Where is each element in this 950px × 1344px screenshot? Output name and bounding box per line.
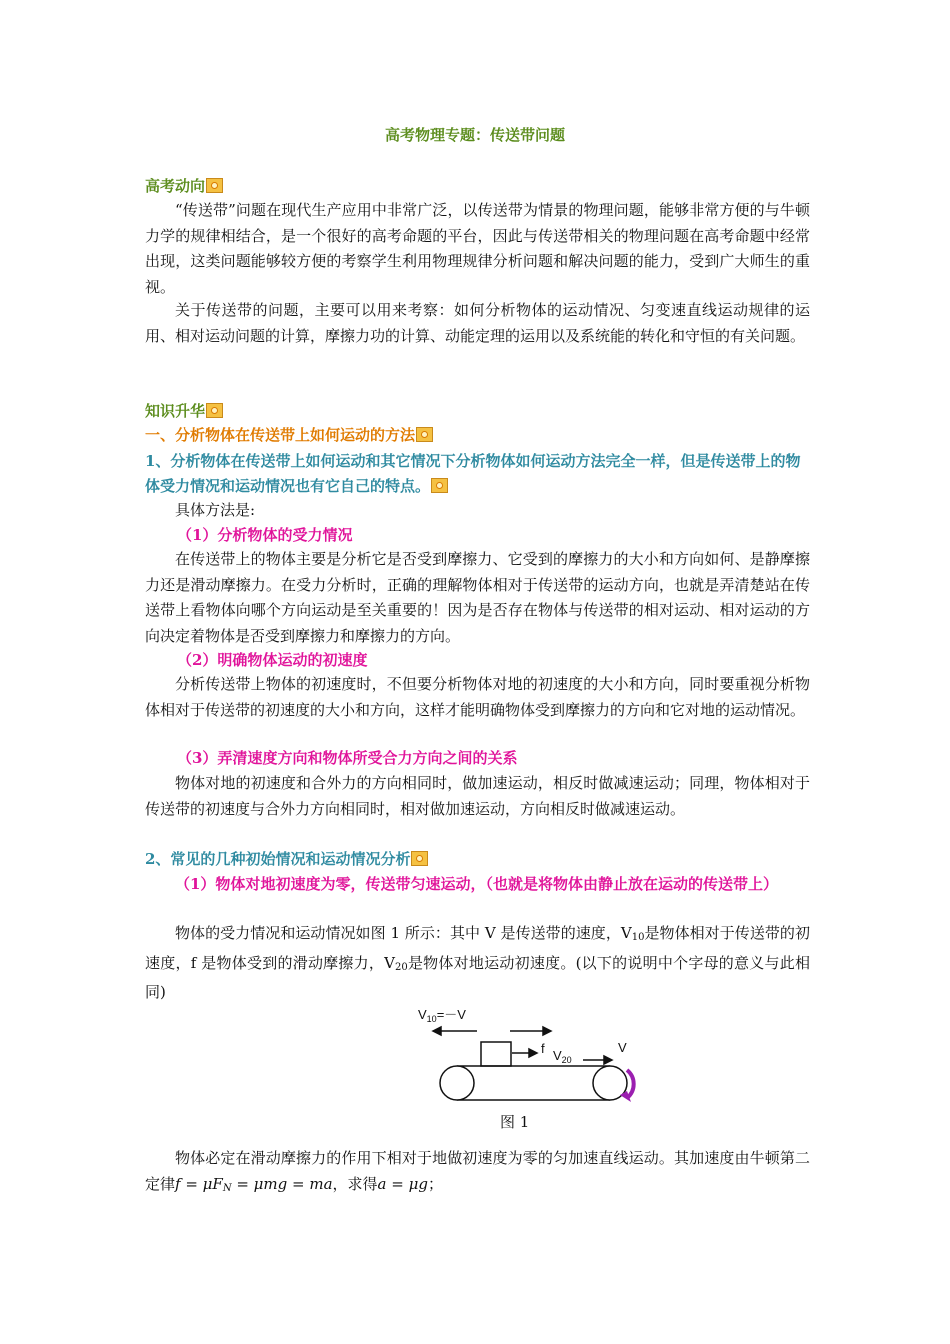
point-heading-2-label: 2、常见的几种初始情况和运动情况分析 bbox=[145, 850, 411, 868]
trends-paragraph-2: 关于传送带的问题，主要可以用来考察：如何分析物体的运动情况、匀变速直线运动规律的运用、相对运动问题的计算，摩擦力功的计算、动能定理的运用以及系统能的转化和守恒的有关问题。 bbox=[145, 301, 810, 345]
section-heading-knowledge bbox=[145, 400, 810, 422]
object-block bbox=[481, 1042, 511, 1066]
case-1-text-a: 物体的受力情况和运动情况如图 1 所示：其中 V 是传送带的速度，V bbox=[175, 924, 632, 942]
left-pulley bbox=[440, 1066, 474, 1100]
figure-caption: 图 1 bbox=[500, 1113, 530, 1131]
arrow-v bbox=[583, 1056, 612, 1064]
section-heading-knowledge-label: 知识升华 bbox=[145, 402, 206, 420]
case-1-text bbox=[145, 921, 810, 1006]
subsection-heading-method bbox=[145, 424, 810, 446]
point-heading-1-label: 1、分析物体在传送带上如何运动和其它情况下分析物体如何运动方法完全一样，但是传送带上的物体受力情况和运动情况也有它自己的特点。 bbox=[145, 452, 801, 495]
section-heading-trends-label: 高考动向 bbox=[145, 177, 206, 195]
point-heading-1 bbox=[145, 449, 810, 499]
method-2-title: （2）明确物体运动的初速度 bbox=[177, 651, 368, 669]
section-heading-trends bbox=[145, 175, 810, 197]
subscript-10: 10 bbox=[631, 932, 645, 943]
method-2-text: 分析传送带上物体的初速度时，不但要分析物体对地的初速度的大小和方向，同时要重视分析物体相对于传送带的初速度的大小和方向，这样才能明确物体受到摩擦力的方向和它对地的运动情况。 bbox=[145, 675, 810, 719]
expand-icon[interactable] bbox=[431, 478, 448, 493]
method-3-text: 物体对地的初速度和合外力的方向相同时，做加速运动，相反时做减速运动；同理，物体相对于传送带的初速度与合外力方向相同时，相对做加速运动，方向相反时做减速运动。 bbox=[145, 774, 810, 818]
case-1-text-c: 是物体对地运动初速度。(以下的说明中个字母的意义与此相同) bbox=[145, 953, 810, 1001]
label-v20: $V_{20}$ bbox=[553, 1048, 572, 1065]
expand-icon[interactable] bbox=[206, 403, 223, 418]
subsection-heading-method-label: 一、分析物体在传送带上如何运动的方法 bbox=[145, 426, 416, 444]
method-intro: 具体方法是: bbox=[175, 501, 256, 519]
arrow-v10 bbox=[433, 1027, 477, 1035]
expand-icon[interactable] bbox=[206, 178, 223, 193]
conveyor-belt-figure bbox=[405, 1000, 650, 1135]
point-heading-2 bbox=[145, 847, 810, 872]
document-title: 高考物理专题：传送带问题 bbox=[384, 126, 565, 144]
method-1-text: 在传送带上的物体主要是分析它是否受到摩擦力、它受到的摩擦力的大小和方向如何、是静摩擦力还是滑动摩擦力。在受力分析时，正确的理解物体相对于传送带的运动方向，也就是弄清楚站在传送带上看物体向哪个方向运动是至关重要的！因为是否存在物体与传送带的相对运动、相对运动的方向决定着物体是否受到摩擦力和摩擦力的方向。 bbox=[145, 550, 810, 645]
arrow-f bbox=[512, 1049, 537, 1057]
conclusion-text-b: ，求得 bbox=[332, 1174, 378, 1193]
case-1-conclusion bbox=[145, 1146, 810, 1201]
case-1-title: （1）物体对地初速度为零，传送带匀速运动，（也就是将物体由静止放在运动的传送带上） bbox=[175, 875, 778, 893]
method-3-title: （3）弄清速度方向和物体所受合力方向之间的关系 bbox=[177, 749, 518, 767]
arrow-v20 bbox=[510, 1027, 551, 1035]
subscript-20: 20 bbox=[394, 961, 408, 973]
conclusion-text-c: ； bbox=[427, 1174, 443, 1193]
label-v: V bbox=[618, 1040, 627, 1055]
method-1-title: （1）分析物体的受力情况 bbox=[177, 526, 353, 544]
expand-icon[interactable] bbox=[411, 851, 428, 866]
label-f: f bbox=[541, 1041, 545, 1056]
expand-icon[interactable] bbox=[416, 427, 433, 442]
label-v10: $V_{10}=-V$ bbox=[418, 1007, 466, 1024]
equation-newton: $f = \mu F_N = \mu mg$ = ma bbox=[175, 1174, 333, 1194]
case-1-text-b: 是物体相对于传送带的初速度，f 是物体受到的滑动摩擦力，V bbox=[145, 924, 810, 972]
equation-acceleration: a = μg bbox=[377, 1174, 428, 1193]
conclusion-text-a: 物体必定在滑动摩擦力的作用下相对于地做初速度为零的匀加速直线运动。其加速度由牛顿第二定律 bbox=[145, 1149, 810, 1193]
trends-paragraph-1: “传送带”问题在现代生产应用中非常广泛，以传送带为情景的物理问题，能够非常方便的与牛顿力学的规律相结合，是一个很好的高考命题的平台，因此与传送带相关的物理问题在高考命题中经常出现，这类问题能够较方便的考察学生利用物理规律分析问题和解决问题的能力，受到广大师生的重视。 bbox=[145, 201, 810, 296]
